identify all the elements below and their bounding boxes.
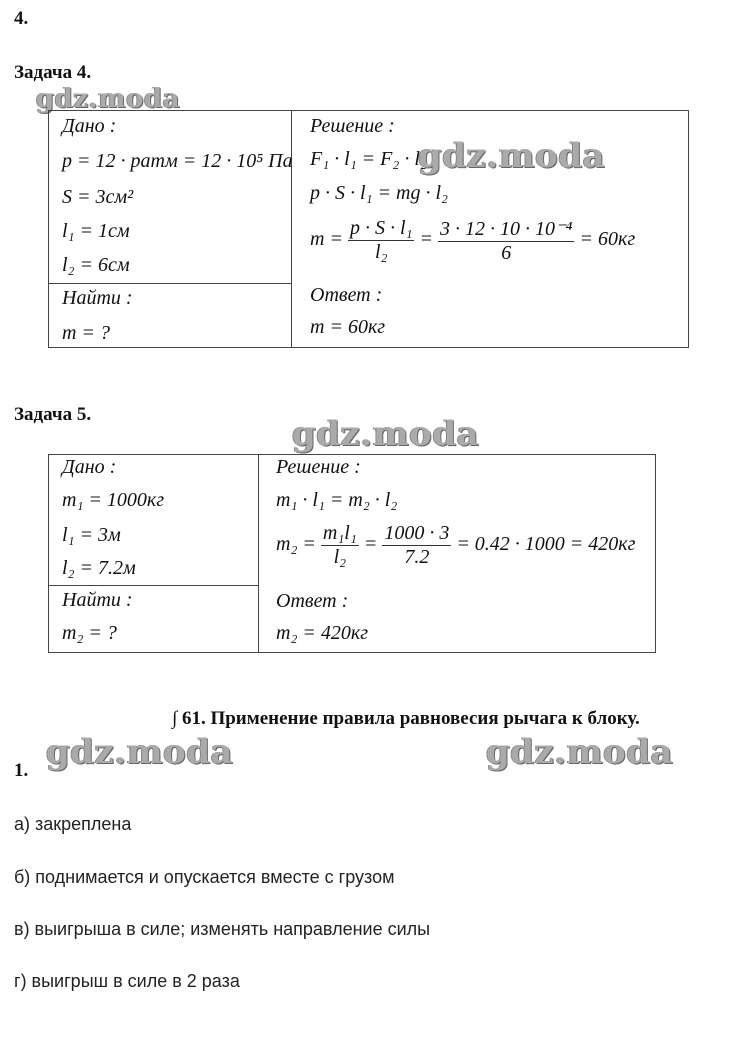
section-title: ∫ 61. Применение правила равновесия рычага к блоку. bbox=[172, 708, 640, 729]
watermark-4: gdz.moda bbox=[46, 732, 234, 772]
task4-formula bbox=[310, 216, 635, 265]
task5-answer: m₂ = 420кг bbox=[276, 622, 369, 644]
task5-formula-result: = 0.42 · 1000 = 420кг bbox=[456, 533, 636, 556]
task4-formula-lhs: m = bbox=[310, 228, 343, 251]
answer-item-b: б) поднимается и опускается вместе с грузом bbox=[14, 867, 395, 887]
task4-title: Задача 4. bbox=[14, 62, 92, 83]
task4-answer-label: Ответ : bbox=[310, 284, 383, 306]
task4-formula-result: = 60кг bbox=[579, 228, 636, 251]
watermark-2: gdz.moda bbox=[418, 136, 606, 176]
task5-table-row-divider bbox=[48, 585, 259, 586]
task4-given-2: S = 3см² bbox=[62, 186, 134, 208]
task4-find: m = ? bbox=[62, 322, 110, 344]
task5-answer-label: Ответ : bbox=[276, 590, 349, 612]
task4-fraction-2 bbox=[438, 216, 575, 265]
task5-solution-label: Решение : bbox=[276, 456, 361, 478]
task5-formula-eq: = bbox=[363, 533, 378, 556]
task5-find: m₂ = ? bbox=[62, 622, 117, 644]
task4-fraction-1-denominator: l₂ bbox=[374, 241, 388, 263]
task5-table-divider bbox=[258, 454, 259, 653]
task5-fraction-2-numerator: 1000 · 3 bbox=[384, 522, 450, 544]
task4-table-row-divider bbox=[48, 283, 292, 284]
watermark-1: gdz.moda bbox=[36, 84, 181, 114]
page-number: 4. bbox=[14, 8, 29, 29]
task5-given-label: Дано : bbox=[62, 456, 117, 478]
task4-fraction-2-denominator: 6 bbox=[501, 242, 512, 264]
task4-given-1: p = 12 · pатм = 12 · 10⁵ Па bbox=[62, 150, 293, 172]
task5-fraction-2 bbox=[382, 522, 451, 569]
task5-given-1: m₁ = 1000кг bbox=[62, 489, 165, 511]
task5-given-2: l₁ = 3м bbox=[62, 524, 121, 546]
task4-solution-2: p · S · l₁ = mg · l₂ bbox=[310, 182, 448, 204]
watermark-5: gdz.moda bbox=[486, 732, 674, 772]
watermark-3: gdz.moda bbox=[292, 414, 480, 454]
task5-fraction-2-denominator: 7.2 bbox=[404, 546, 430, 568]
answer-item-c: в) выигрыша в силе; изменять направление силы bbox=[14, 919, 431, 939]
task4-table-divider bbox=[291, 110, 292, 348]
task4-find-label: Найти : bbox=[62, 287, 133, 309]
task4-fraction-1-numerator: p · S · l₁ bbox=[349, 217, 413, 239]
task5-fraction-1 bbox=[321, 522, 359, 569]
task4-solution-1: F₁ · l₁ = F₂ · l₂ bbox=[310, 148, 427, 170]
task4-fraction-2-numerator: 3 · 12 · 10 · 10⁻⁴ bbox=[439, 218, 573, 240]
task4-fraction-1 bbox=[348, 217, 415, 264]
answer-item-d: г) выигрыш в силе в 2 раза bbox=[14, 971, 240, 991]
task4-given-label: Дано : bbox=[62, 115, 117, 137]
task4-solution-label: Решение : bbox=[310, 115, 395, 137]
task5-title: Задача 5. bbox=[14, 404, 92, 425]
task4-given-3: l₁ = 1см bbox=[62, 220, 130, 242]
task5-fraction-1-denominator: l₂ bbox=[333, 546, 347, 568]
task5-solution-1: m₁ · l₁ = m₂ · l₂ bbox=[276, 489, 398, 511]
task5-formula bbox=[276, 522, 635, 569]
task5-given-3: l₂ = 7.2м bbox=[62, 557, 136, 579]
task4-given-4: l₂ = 6см bbox=[62, 254, 130, 276]
task5-find-label: Найти : bbox=[62, 589, 133, 611]
task4-answer: m = 60кг bbox=[310, 316, 386, 338]
task5-formula-lhs: m₂ = bbox=[276, 533, 316, 556]
answer-item-a: а) закреплена bbox=[14, 814, 132, 834]
task4-formula-eq: = bbox=[419, 228, 433, 251]
task5-fraction-1-numerator: m₁l₁ bbox=[322, 522, 357, 544]
section-item-number: 1. bbox=[14, 760, 29, 781]
